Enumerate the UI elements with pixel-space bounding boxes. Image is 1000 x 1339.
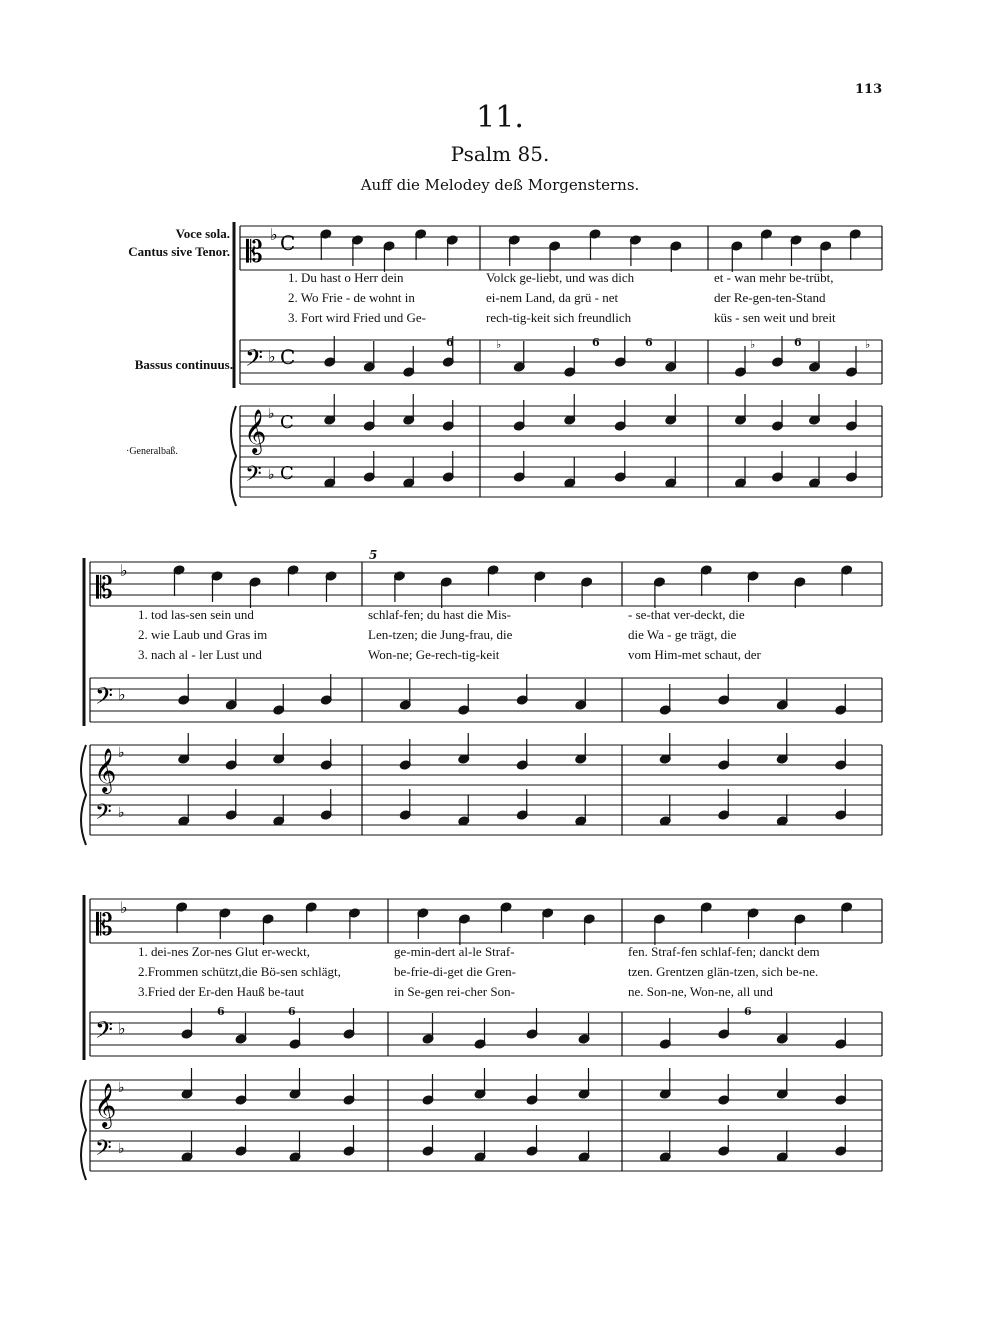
lyric-line: Len-tzen; die Jung-frau, die: [368, 627, 513, 642]
flat: ♭: [118, 1019, 126, 1038]
figured-bass-figure: ♭: [865, 338, 871, 351]
figured-bass-figure: 6: [794, 336, 802, 349]
flat: ♭: [118, 685, 126, 704]
time-signature: C: [280, 463, 294, 484]
c-clef: 𝄡: [246, 235, 263, 270]
bass-clef: 𝄢: [95, 1016, 114, 1049]
figured-bass-figure: 6: [288, 1005, 296, 1018]
flat: ♭: [118, 1080, 125, 1096]
time-signature: C: [280, 345, 296, 369]
flat: ♭: [270, 225, 278, 244]
lyric-line: vom Him-met schaut, der: [628, 647, 761, 662]
figured-bass-figure: 6: [446, 336, 454, 349]
lyric-line: 2. Wo Frie - de wohnt in: [288, 290, 415, 305]
treble-clef: 𝄞: [94, 748, 117, 792]
piano-brace: [81, 1080, 86, 1180]
piano-brace: [231, 406, 236, 506]
c-clef: 𝄡: [96, 571, 113, 606]
c-clef: 𝄡: [96, 908, 113, 943]
lyric-line: 3. nach al - ler Lust und: [138, 647, 262, 662]
piece-subtitle: Auff die Melodey deß Morgensterns.: [360, 176, 640, 194]
time-signature: C: [280, 231, 296, 255]
flat: ♭: [118, 1141, 125, 1157]
lyric-line: in Se-gen rei-cher Son-: [394, 984, 515, 999]
flat: ♭: [268, 347, 276, 366]
lyric-line: fen. Straf-fen schlaf-fen; danckt dem: [628, 944, 820, 959]
lyric-line: 3. Fort wird Fried und Ge-: [288, 310, 426, 325]
lyric-line: rech-tig-keit sich freundlich: [486, 310, 632, 325]
figured-bass-figure: 6: [592, 336, 600, 349]
flat: ♭: [120, 898, 128, 917]
piano-brace: [81, 745, 86, 845]
figured-bass-figure: 6: [645, 336, 653, 349]
lyric-line: ne. Son-ne, Won-ne, all und: [628, 984, 773, 999]
lyric-line: der Re-gen-ten-Stand: [714, 290, 826, 305]
flat: ♭: [120, 561, 128, 580]
lyric-line: ei-nem Land, da grü - net: [486, 290, 619, 305]
figured-bass-figure: 6: [217, 1005, 225, 1018]
bass-clef: 𝄢: [245, 344, 264, 377]
flat: ♭: [118, 745, 125, 761]
flat: ♭: [268, 406, 275, 422]
bass-label: Bassus continuus.: [134, 357, 233, 372]
bass-clef: 𝄢: [245, 462, 262, 492]
flat: ♭: [118, 805, 125, 821]
lyric-line: Volck ge-liebt, und was dich: [486, 270, 635, 285]
time-signature: C: [280, 412, 294, 433]
bass-clef: 𝄢: [95, 682, 114, 715]
lyric-line: Won-ne; Ge-rech-tig-keit: [368, 647, 500, 662]
lyric-line: - se-that ver-deckt, die: [628, 607, 745, 622]
lyric-line: küs - sen weit und breit: [714, 310, 836, 325]
lyric-line: ge-min-dert al-le Straf-: [394, 944, 515, 959]
staff-lines: [81, 222, 882, 1180]
lyric-line: tzen. Grentzen glän-tzen, sich be-ne.: [628, 964, 819, 979]
lyric-line: die Wa - ge trägt, die: [628, 627, 737, 642]
measure-number: 5: [369, 548, 378, 562]
figured-bass-figure: 6: [744, 1005, 752, 1018]
lyric-line: 3.Fried der Er-den Hauß be-taut: [138, 984, 305, 999]
treble-clef: 𝄞: [94, 1083, 117, 1127]
voice-label: Voce sola.: [175, 226, 230, 241]
piece-number: 11.: [476, 100, 524, 135]
lyric-line: be-frie-di-get die Gren-: [394, 964, 516, 979]
notes: [94, 225, 861, 1166]
voice-type-label: Cantus sive Tenor.: [128, 244, 230, 259]
treble-clef: 𝄞: [244, 409, 267, 453]
lyric-line: schlaf-fen; du hast die Mis-: [368, 607, 511, 622]
lyric-line: et - wan mehr be-trübt,: [714, 270, 834, 285]
page-number: 113: [855, 82, 883, 97]
lyric-line: 1. Du hast o Herr dein: [288, 270, 404, 285]
figured-bass-figure: ♭: [496, 338, 502, 351]
bass-clef: 𝄢: [95, 800, 112, 830]
figured-bass-figure: ♭: [750, 338, 756, 351]
bass-clef: 𝄢: [95, 1136, 112, 1166]
piece-title: Psalm 85.: [450, 142, 550, 166]
lyric-line: 1. tod las-sen sein und: [138, 607, 254, 622]
lyric-line: 1. dei-nes Zor-nes Glut er-weckt,: [138, 944, 311, 959]
lyric-line: 2. wie Laub und Gras im: [138, 627, 268, 642]
flat: ♭: [268, 467, 275, 483]
lyric-line: 2.Frommen schützt,die Bö-sen schlägt,: [138, 964, 341, 979]
realization-label: ·Generalbaß.: [126, 446, 178, 457]
